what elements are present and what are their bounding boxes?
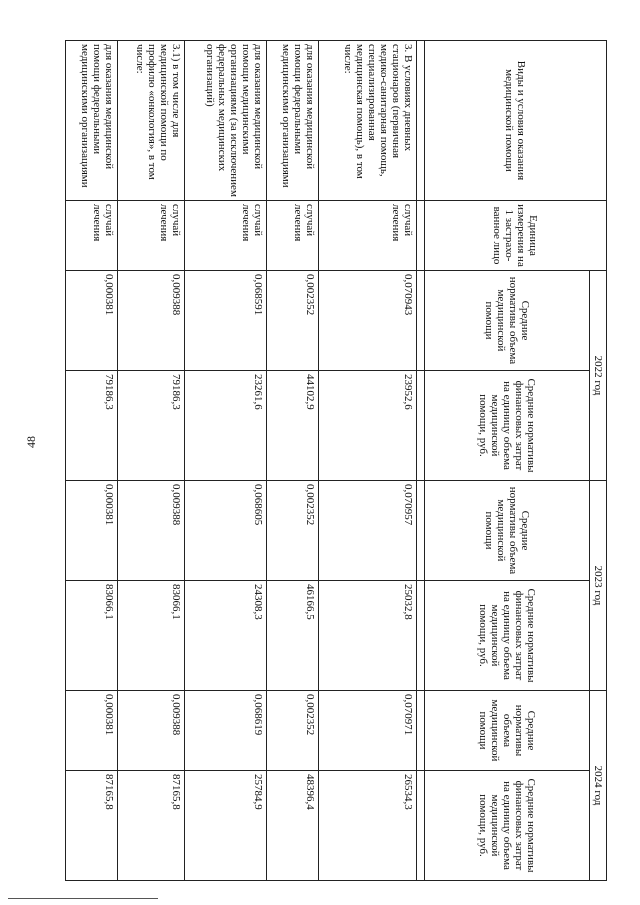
row-unit: случай лечения (319, 201, 417, 271)
cell-cost-2024: 26534,3 (319, 771, 417, 881)
cell-cost-2022: 79186,3 (117, 371, 184, 481)
cell-volume-2023: 0,002352 (267, 481, 319, 581)
cell-volume-2022: 0,068591 (185, 271, 267, 371)
row-type: для оказания медицинской помощи федеральными медицинскими организациями (66, 41, 118, 201)
header-cost-2024: Средние нормативы финансовых затрат на единицу объема медицинской помощи, руб. (425, 771, 590, 881)
header-year-2022: 2022 год (590, 271, 607, 481)
row-unit: случай лечения (185, 201, 267, 271)
header-year-2024: 2024 год (590, 691, 607, 881)
header-unit: Единица измерения на 1 застрахо-ванное лицо (425, 201, 607, 271)
row-unit: случай лечения (66, 201, 118, 271)
row-type: 3.1) в том числе для медицинской помощи по профилю «онкология», в том числе: (117, 41, 184, 201)
table-row (66, 41, 118, 881)
row-unit: случай лечения (117, 201, 184, 271)
header-year-2023: 2023 год (590, 481, 607, 691)
table-row (319, 41, 417, 881)
header-volume-2023: Средние нормативы объема медицинской помощи (425, 481, 590, 581)
header-volume-2024: Средние нормативы объема медицинской помощи (425, 691, 590, 771)
cell-cost-2024: 87165,8 (66, 771, 118, 881)
cell-volume-2024: 0,000381 (66, 691, 118, 771)
rotated-table-container (65, 40, 607, 880)
cell-cost-2023: 46166,5 (267, 581, 319, 691)
cell-volume-2024: 0,002352 (267, 691, 319, 771)
cell-volume-2024: 0,068619 (185, 691, 267, 771)
cell-cost-2022: 79186,3 (66, 371, 118, 481)
cell-volume-2023: 0,070957 (319, 481, 417, 581)
cell-cost-2022: 23952,6 (319, 371, 417, 481)
cell-volume-2023: 0,000381 (66, 481, 118, 581)
header-type: Виды и условия оказания медицинской помощи (425, 41, 607, 201)
cell-cost-2022: 23261,6 (185, 371, 267, 481)
table-row (267, 41, 319, 881)
cell-volume-2024: 0,009388 (117, 691, 184, 771)
cell-cost-2023: 83066,1 (66, 581, 118, 691)
cell-volume-2023: 0,009388 (117, 481, 184, 581)
table-row (117, 41, 184, 881)
row-type: для оказания медицинской помощи медицинскими организациями (за исключением федеральных медицинских организаций) (185, 41, 267, 201)
cell-volume-2024: 0,070971 (319, 691, 417, 771)
norms-table (65, 40, 607, 881)
table-row (185, 41, 267, 881)
row-type: 3. В условиях дневных стационаров (первичная медико-санитарная помощь, специализированная медицинская помощь), в том числе: (319, 41, 417, 201)
cell-volume-2022: 0,000381 (66, 271, 118, 371)
cell-cost-2023: 24308,3 (185, 581, 267, 691)
cell-cost-2022: 44102,9 (267, 371, 319, 481)
cell-volume-2022: 0,009388 (117, 271, 184, 371)
header-volume-2022: Средние нормативы объема медицинской помощи (425, 271, 590, 371)
page-number: 48 (24, 436, 38, 448)
cell-cost-2023: 83066,1 (117, 581, 184, 691)
cell-cost-2024: 48396,4 (267, 771, 319, 881)
cell-volume-2022: 0,070943 (319, 271, 417, 371)
row-type: для оказания медицинской помощи федеральными медицинскими организациями (267, 41, 319, 201)
header-cost-2022: Средние нормативы финансовых затрат на единицу объема медицинской помощи, руб. (425, 371, 590, 481)
footer-rule (8, 898, 158, 899)
spacer-row (417, 41, 425, 881)
cell-volume-2022: 0,002352 (267, 271, 319, 371)
cell-cost-2023: 25032,8 (319, 581, 417, 691)
cell-volume-2023: 0,068605 (185, 481, 267, 581)
header-cost-2023: Средние нормативы финансовых затрат на единицу объема медицинской помощи, руб. (425, 581, 590, 691)
cell-cost-2024: 87165,8 (117, 771, 184, 881)
row-unit: случай лечения (267, 201, 319, 271)
cell-cost-2024: 25784,9 (185, 771, 267, 881)
header-row-years (590, 41, 607, 881)
